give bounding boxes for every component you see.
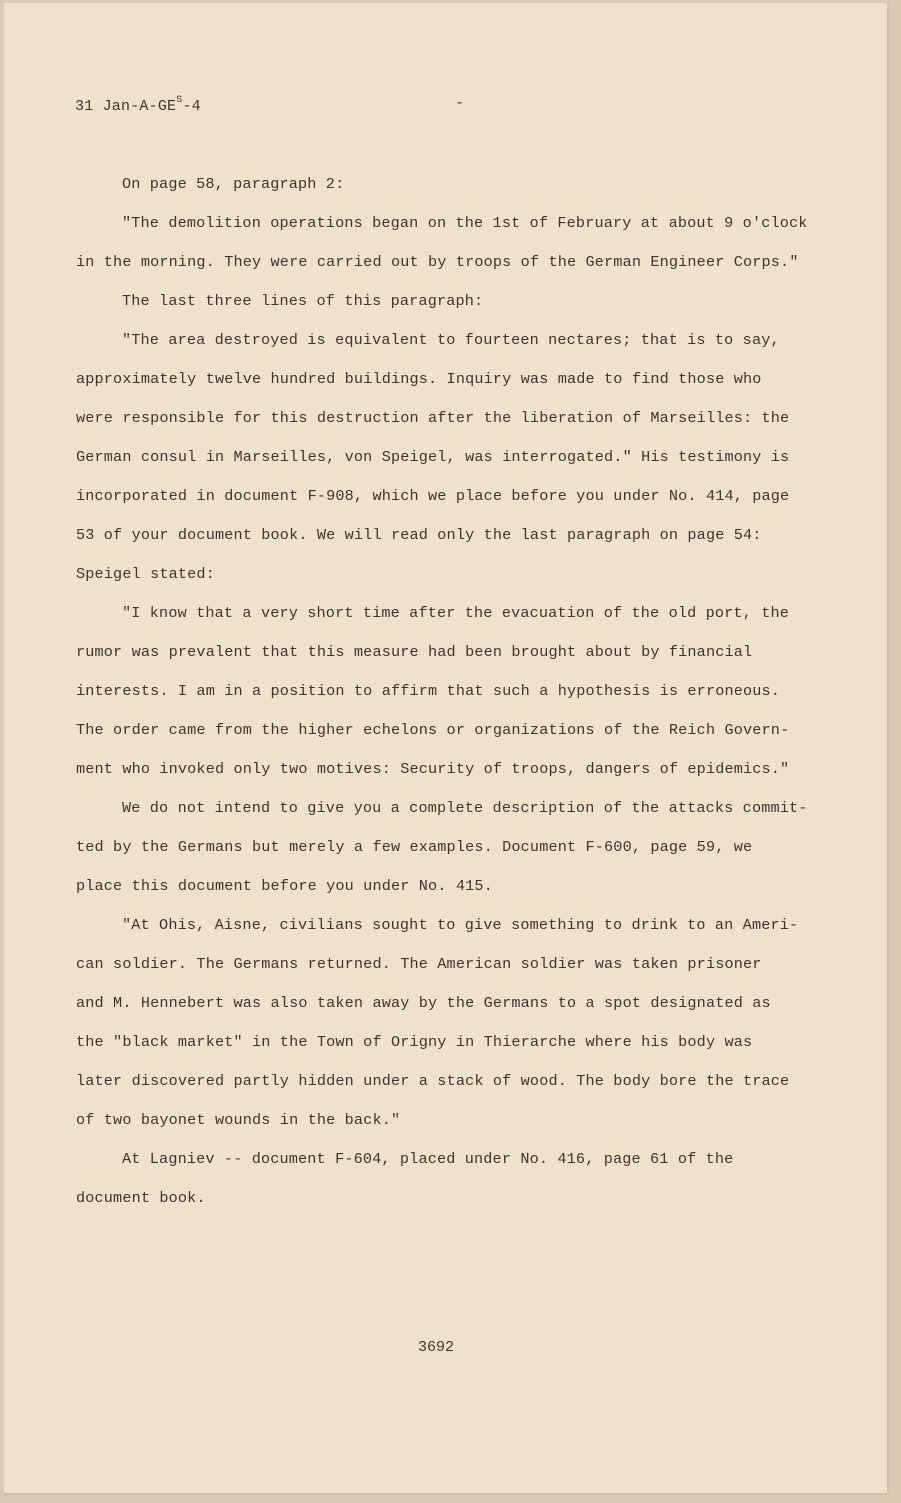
text-line: "At Ohis, Aisne, civilians sought to give something to drink to an Ameri- [122,916,799,934]
text-line: can soldier. The Germans returned. The American soldier was taken prisoner [76,955,762,973]
reference-suffix: -4 [182,98,201,115]
text-line: incorporated in document F-908, which we place before you under No. 414, page [76,487,790,505]
text-line: in the morning. They were carried out by troops of the German Engineer Corps." [76,253,799,271]
text-line: ted by the Germans but merely a few examples. Document F-600, page 59, we [76,838,753,856]
text-line: document book. [76,1189,206,1207]
text-line: "I know that a very short time after the evacuation of the old port, the [122,604,790,622]
text-line: The order came from the higher echelons or organizations of the Reich Govern- [76,721,790,739]
text-line: "The demolition operations began on the 1st of February at about 9 o'clock [122,214,808,232]
text-line: 53 of your document book. We will read only the last paragraph on page 54: [76,526,762,544]
text-line: At Lagniev -- document F-604, placed under No. 416, page 61 of the [122,1150,734,1168]
body-text [76,165,836,1218]
text-line: of two bayonet wounds in the back." [76,1111,401,1129]
text-line: were responsible for this destruction after the liberation of Marseilles: the [76,409,790,427]
text-line: Speigel stated: [76,565,215,583]
text-line: On page 58, paragraph 2: [122,175,345,193]
text-line: The last three lines of this paragraph: [122,292,484,310]
text-line: interests. I am in a position to affirm that such a hypothesis is erroneous. [76,682,781,700]
text-line: ment who invoked only two motives: Security of troops, dangers of epidemics." [76,760,790,778]
header-dash: - [455,95,465,112]
page-number: 3692 [418,1339,455,1356]
text-line: rumor was prevalent that this measure had been brought about by financial [76,643,753,661]
text-line: We do not intend to give you a complete description of the attacks commit- [122,799,808,817]
text-line: the "black market" in the Town of Origny in Thierarche where his body was [76,1033,753,1051]
text-line: German consul in Marseilles, von Speigel, was interrogated." His testimony is [76,448,790,466]
text-line: and M. Hennebert was also taken away by the Germans to a spot designated as [76,994,771,1012]
reference-superscript: S [176,95,183,106]
text-line: "The area destroyed is equivalent to fourteen nectares; that is to say, [122,331,780,349]
text-line: later discovered partly hidden under a stack of wood. The body bore the trace [76,1072,790,1090]
text-line: approximately twelve hundred buildings. Inquiry was made to find those who [76,370,762,388]
document-reference [75,97,201,115]
text-line: place this document before you under No. 415. [76,877,493,895]
document-page [4,3,887,1493]
reference-prefix: 31 Jan-A-GE [75,98,177,115]
